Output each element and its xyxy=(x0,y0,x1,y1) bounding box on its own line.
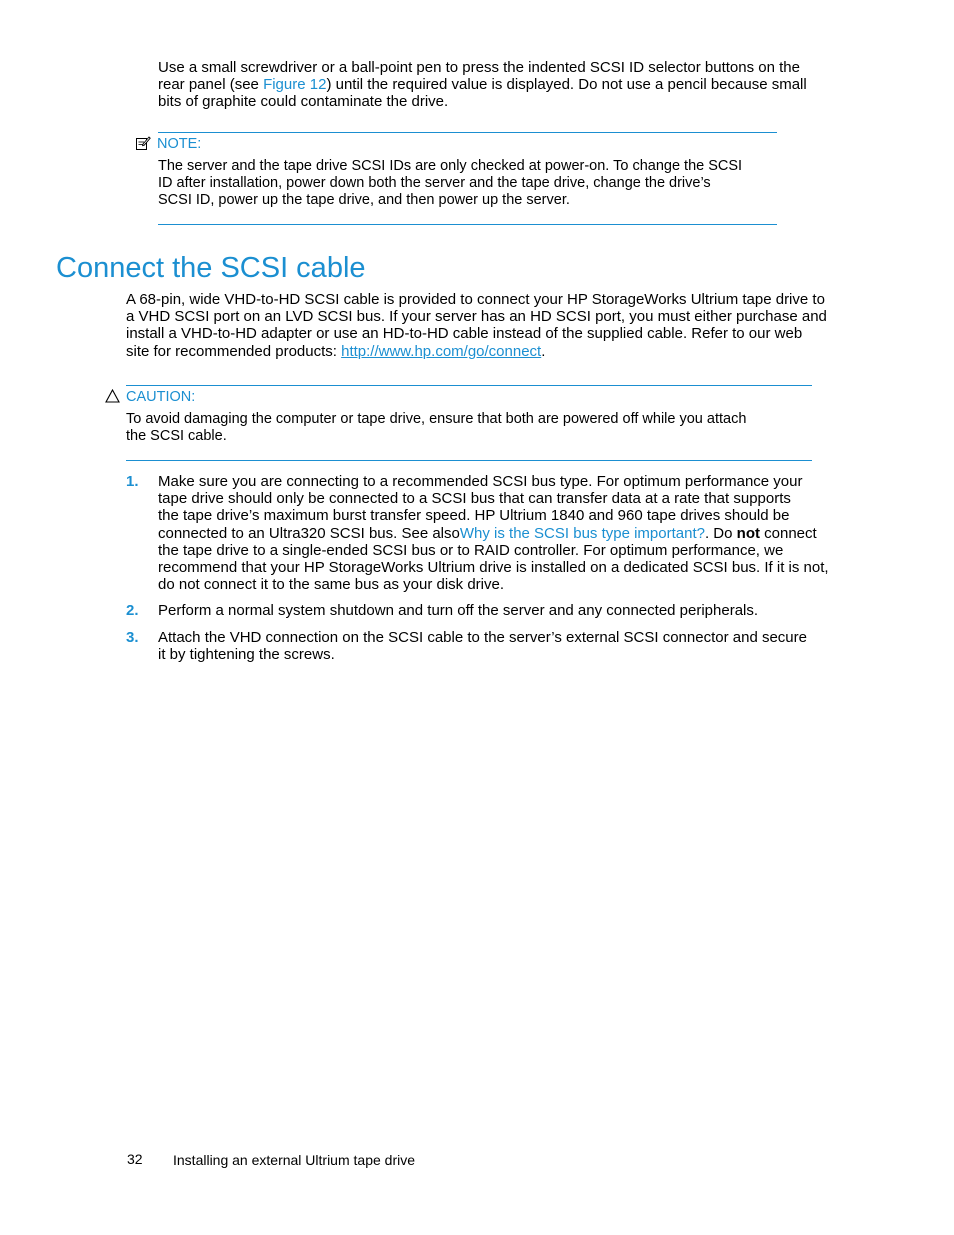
step-2-line-1: Perform a normal system shutdown and turn off the server and any connected peripherals. xyxy=(158,602,759,619)
note-line-2: ID after installation, power down both the server and the tape drive, change the drive’s xyxy=(158,175,711,192)
step-1-line-7: do not connect it to the same bus as your disk drive. xyxy=(158,576,505,594)
note-label: NOTE: xyxy=(157,136,202,152)
step-2-text xyxy=(158,602,848,619)
step-3-line-1: Attach the VHD connection on the SCSI cable to the server’s external SCSI connector and secure xyxy=(158,629,807,646)
note-pencil-icon xyxy=(135,135,151,151)
section-line-2: a VHD SCSI port on an LVD SCSI bus. If your server has an HD SCSI port, you must either purchase and xyxy=(126,308,827,326)
step-1-line-3: the tape drive’s maximum burst transfer speed. HP Ultrium 1840 and 960 tape drives should be xyxy=(158,507,790,525)
step-3-number: 3. xyxy=(126,629,139,646)
step-1-line-5: the tape drive to a single-ended SCSI bus or to RAID controller. For optimum performance, we xyxy=(158,541,784,559)
step-3-line-2: it by tightening the screws. xyxy=(158,646,335,664)
step-3-text xyxy=(158,629,848,663)
step-1-line-1: Make sure you are connecting to a recommended SCSI bus type. For optimum performance your xyxy=(158,473,803,490)
not-emphasis: not xyxy=(736,524,760,542)
note-bottom-rule xyxy=(158,224,777,225)
step-1-text xyxy=(158,473,848,593)
step-2-number: 2. xyxy=(126,602,139,619)
note-line-1: The server and the tape drive SCSI IDs are only checked at power-on. To change the SCSI xyxy=(158,158,743,174)
page-number: 32 xyxy=(127,1151,143,1167)
caution-line-1: To avoid damaging the computer or tape drive, ensure that both are powered off while you attach xyxy=(126,411,747,427)
caution-line-2: the SCSI cable. xyxy=(126,428,227,445)
step-1-line-2: tape drive should only be connected to a SCSI bus that can transfer data at a rate that supports xyxy=(158,490,791,508)
hp-connect-link[interactable]: http://www.hp.com/go/connect xyxy=(341,342,542,360)
section-line-3: install a VHD-to-HD adapter or use an HD-to-HD cable instead of the supplied cable. Refer to our web xyxy=(126,325,803,343)
intro-paragraph xyxy=(158,59,838,111)
step-1-number: 1. xyxy=(126,473,139,490)
intro-line-1: Use a small screwdriver or a ball-point pen to press the indented SCSI ID selector buttons on the xyxy=(158,59,800,76)
caution-label: CAUTION: xyxy=(126,389,196,405)
caution-bottom-rule xyxy=(126,460,812,461)
note-line-3: SCSI ID, power up the tape drive, and then power up the server. xyxy=(158,192,570,209)
section-line-4: site for recommended products: http://www.hp.com/go/connect. xyxy=(126,342,546,360)
caution-body xyxy=(126,411,806,445)
step-1-line-4: connected to an Ultra320 SCSI bus. See alsoWhy is the SCSI bus type important?. Do not connect xyxy=(158,524,817,542)
section-title: Connect the SCSI cable xyxy=(56,252,366,284)
note-top-rule xyxy=(158,132,777,133)
figure-12-link[interactable]: Figure 12 xyxy=(263,76,327,94)
step-1-line-6: recommend that your HP StorageWorks Ultrium drive is installed on a dedicated SCSI bus. If it is not, xyxy=(158,559,829,577)
section-line-1: A 68-pin, wide VHD-to-HD SCSI cable is provided to connect your HP StorageWorks Ultrium tape drive to xyxy=(126,291,825,308)
caution-triangle-icon xyxy=(105,389,120,403)
note-body xyxy=(158,158,768,210)
scsi-bus-type-link[interactable]: Why is the SCSI bus type important? xyxy=(459,524,705,542)
section-paragraph xyxy=(126,291,846,360)
intro-line-2: rear panel (see Figure 12) until the required value is displayed. Do not use a pencil because small xyxy=(158,76,807,94)
caution-top-rule xyxy=(126,385,812,386)
intro-line-3: bits of graphite could contaminate the drive. xyxy=(158,93,449,111)
footer-title: Installing an external Ultrium tape drive xyxy=(173,1152,416,1168)
